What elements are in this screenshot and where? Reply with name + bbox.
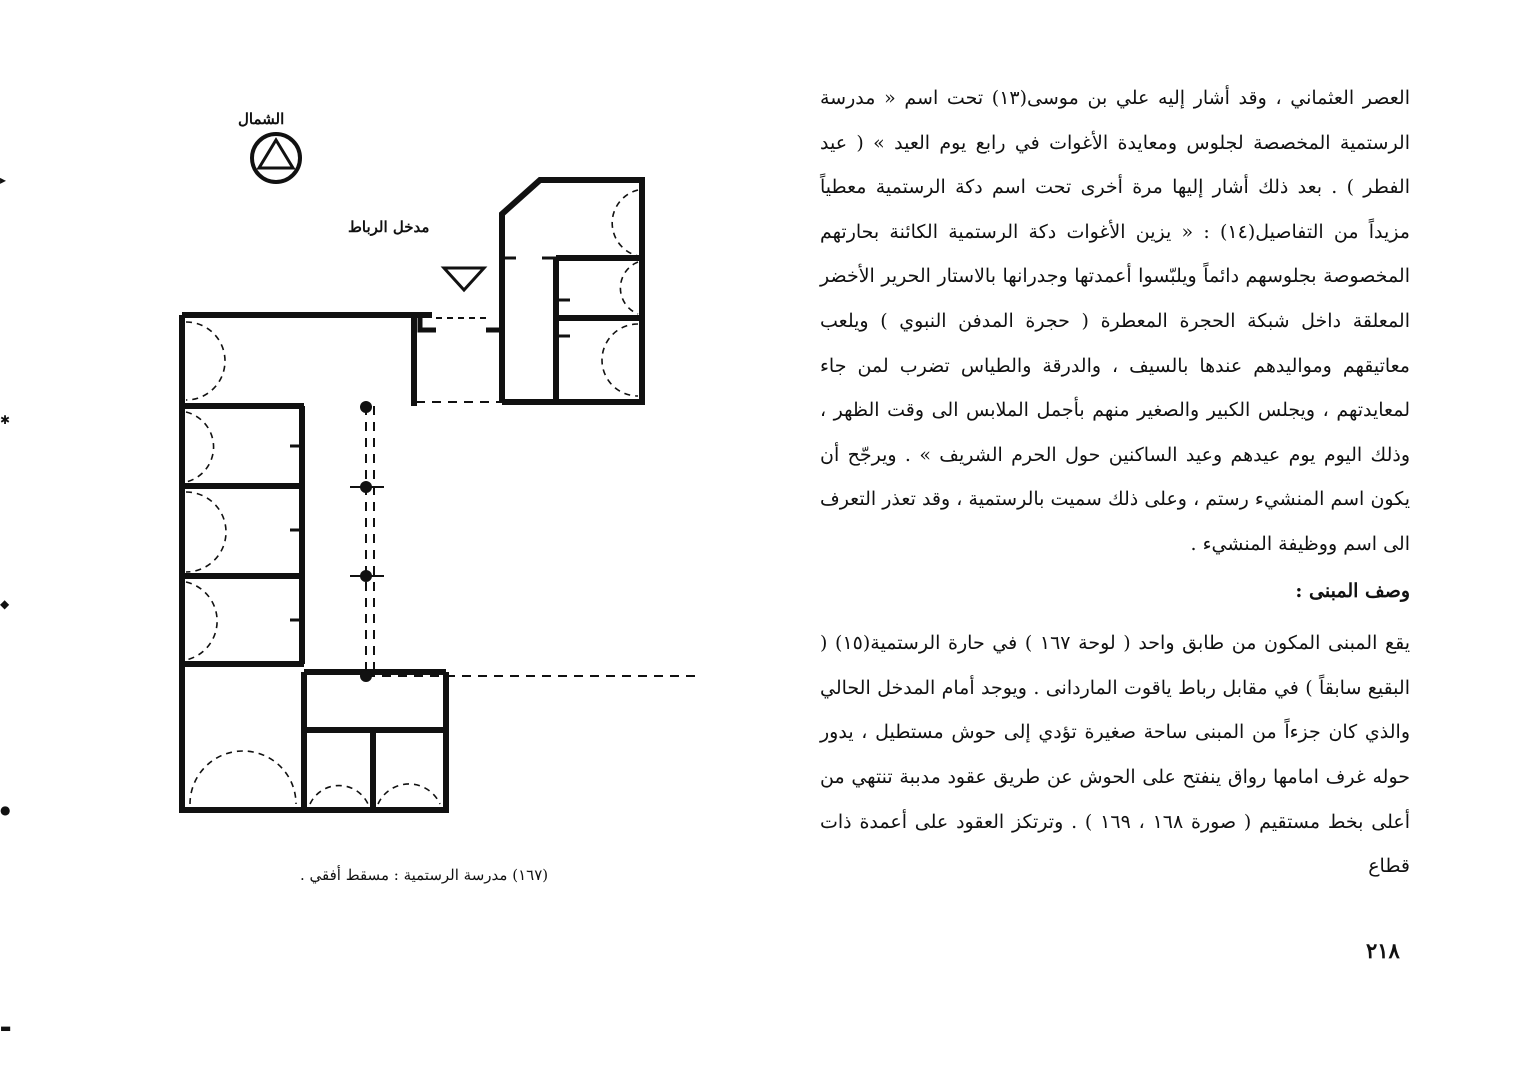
door-swing-arcs — [186, 190, 638, 804]
courtyard-lines — [366, 402, 700, 676]
entrance-label: مدخل الرباط — [348, 218, 430, 236]
margin-mark-icon: ◆ — [0, 597, 10, 611]
paragraph-2: يقع المبنى المكون من طابق واحد ( لوحة ١٦٧ ) في حارة الرستمية(١٥) ( البقيع سابقاً ) في مقابل رباط ياقوت الماردانى . ويوجد أمام المدخل الحالي والذي كان جزءاً من المبنى ساحة صغيرة تؤدي إلى حوش مستطيل ، يدور حوله غرف امامها رواق ينفتح على الحوش عن طريق عقود مدببة تنتهي من أعلى بخط مستقيم ( صورة ١٦٨ ، ١٦٩ ) . وترتكز العقود على أعمدة ذات قطاع — [820, 632, 1410, 878]
figure-caption: (١٦٧) مدرسة الرستمية : مسقط أفقي . — [300, 866, 549, 884]
entrance-marker-icon — [444, 268, 484, 290]
west-wing-walls — [182, 315, 446, 810]
floor-plan-figure — [0, 0, 760, 1087]
body-text-column — [820, 76, 1410, 889]
margin-mark-icon: ✱ — [0, 413, 11, 427]
floor-plan-drawing — [0, 0, 760, 1087]
margin-mark-icon: ▸ — [0, 173, 7, 187]
north-arrow-icon — [252, 134, 300, 182]
page-number: ٢١٨ — [1366, 938, 1400, 963]
margin-mark-icon: ▬ — [0, 1021, 12, 1035]
north-label: الشمال — [238, 110, 285, 128]
entrance-walls — [420, 318, 502, 330]
paragraph-1: العصر العثماني ، وقد أشار إليه علي بن موسى(١٣) تحت اسم « مدرسة الرستمية المخصصة لجلوس ومعايدة الأغوات في رابع يوم العيد » ( عيد الفطر ) . بعد ذلك أشار إليها مرة أخرى تحت اسم دكة الرستمية معطياً مزيداً من التفاصيل(١٤) : « يزين الأغوات دكة الرستمية الكائنة بحارتهم المخصوصة بجلوسهم دائماً ويلبّسوا أعمدتها وجدرانها بالاستار الحرير الأخضر المعلقة داخل شبكة الحجرة المعطرة ( حجرة المدفن النبوي ) ويلعب معاتيقهم ومواليدهم عندها بالسيف ، والدرقة والطياس تضرب لمن جاء لمعايدتهم ، ويجلس الكبير والصغير منهم بأجمل الملابس الى وقت الظهر ، وذلك اليوم يوم عيدهم وعيد الساكنين حول الحرم الشريف » . ويرجّح أن يكون اسم المنشيء رستم ، وعلى ذلك سميت بالرستمية ، وقد تعذر التعرف الى اسم ووظيفة المنشيء . — [820, 87, 1410, 555]
section-heading: وصف المبنى : — [1295, 579, 1410, 602]
margin-mark-icon: ● — [0, 803, 11, 817]
